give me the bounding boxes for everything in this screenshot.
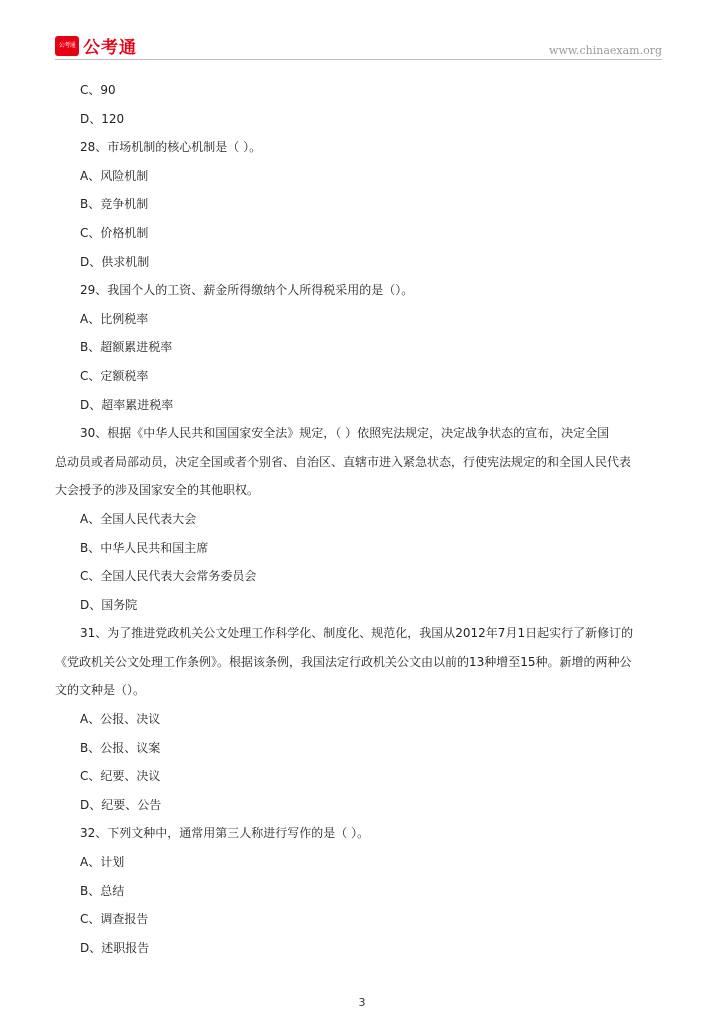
option-line: D、纪要、公告 [80, 797, 162, 812]
option-line: D、供求机制 [80, 254, 150, 269]
option-line: D、国务院 [80, 597, 138, 612]
logo-badge: 公考通 [55, 36, 79, 56]
option-line: C、调查报告 [80, 912, 149, 927]
option-line: A、公报、决议 [80, 712, 161, 727]
option-line: D、超率累进税率 [80, 397, 174, 412]
question-32: 32、下列文种中，通常用第三人称进行写作的是（ ）。 [80, 826, 370, 841]
option-line: C、纪要、决议 [80, 769, 161, 784]
option-line: B、总结 [80, 883, 125, 898]
question-31-cont: 《党政机关公文处理工作条例》。根据该条例，我国法定行政机关公文由以前的13种增至15种。新增的两种公 [55, 654, 632, 669]
option-line: C、90 [80, 83, 116, 97]
option-line: A、计划 [80, 855, 125, 870]
question-30-cont: 大会授予的涉及国家安全的其他职权。 [55, 483, 260, 498]
question-29: 29、我国个人的工资、薪金所得缴纳个人所得税采用的是（）。 [80, 283, 414, 298]
document-body [55, 76, 665, 962]
question-30: 30、根据《中华人民共和国国家安全法》规定，（ ）依照宪法规定，决定战争状态的宣布，决定全国 [80, 426, 610, 441]
option-line: B、竞争机制 [80, 197, 149, 212]
site-url[interactable]: www.chinaexam.org [549, 44, 662, 57]
option-line: C、全国人民代表大会常务委员会 [80, 569, 257, 584]
option-line: D、述职报告 [80, 940, 150, 955]
option-line: A、风险机制 [80, 168, 149, 183]
option-line: C、价格机制 [80, 225, 149, 240]
option-line: B、中华人民共和国主席 [80, 540, 209, 555]
question-28: 28、市场机制的核心机制是（ ）。 [80, 140, 262, 155]
option-line: C、定额税率 [80, 368, 149, 383]
option-line: D、120 [80, 111, 125, 126]
header-divider [55, 59, 662, 60]
option-line: B、公报、议案 [80, 740, 161, 755]
question-31: 31、为了推进党政机关公文处理工作科学化、制度化、规范化，我国从2012年7月1日起实行了新修订的 [80, 626, 634, 641]
page-header [0, 0, 724, 60]
page-number: 3 [358, 996, 366, 1009]
question-31-cont: 文的文种是（）。 [55, 683, 146, 698]
option-line: A、比例税率 [80, 311, 149, 326]
option-line: A、全国人民代表大会 [80, 511, 197, 526]
question-30-cont: 总动员或者局部动员，决定全国或者个别省、自治区、直辖市进入紧急状态，行使宪法规定的和全国人民代表 [55, 454, 632, 469]
logo-text: 公考通 [83, 38, 137, 58]
option-line: B、超额累进税率 [80, 340, 173, 355]
